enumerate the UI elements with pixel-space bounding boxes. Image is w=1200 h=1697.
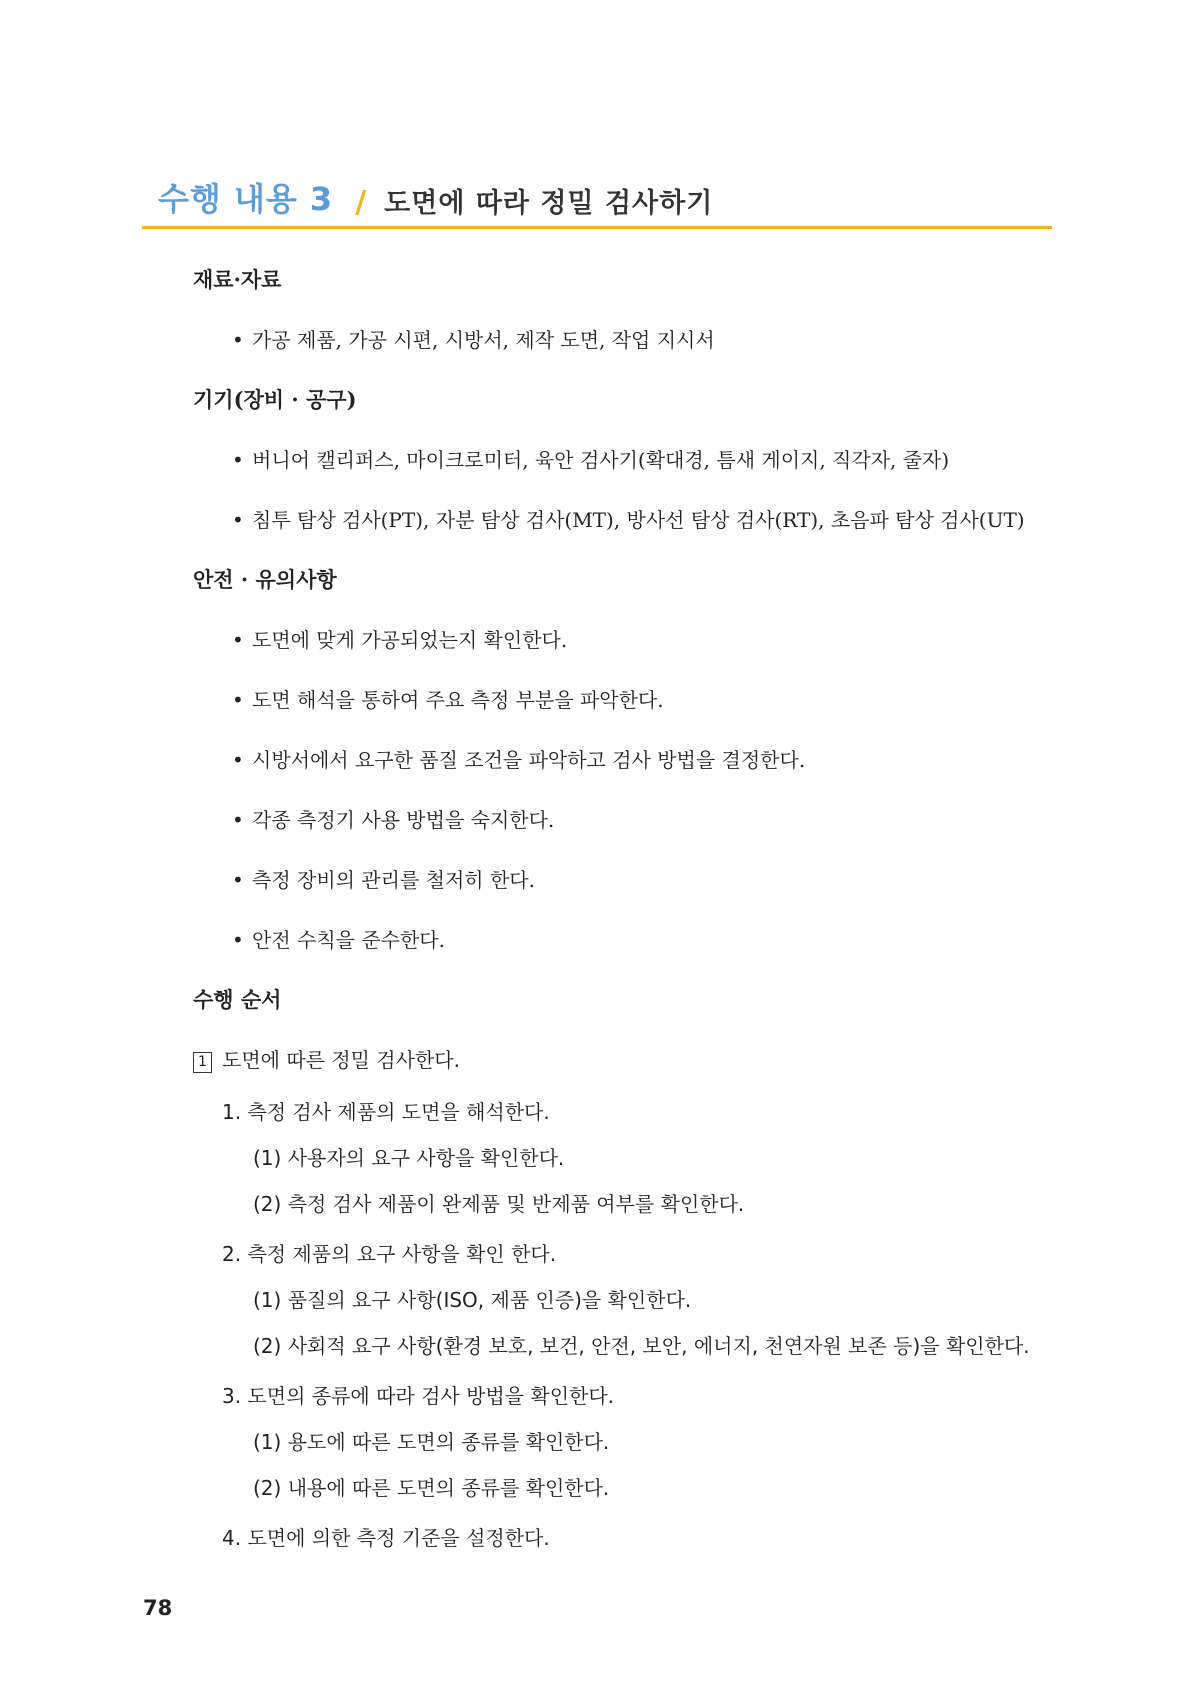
bullet-icon: • [232,508,244,532]
bullet-icon: • [232,808,244,832]
bullet-icon: • [232,328,244,352]
bullet-icon: • [232,868,244,892]
list-item: • 각종 측정기 사용 방법을 숙지한다. [232,808,555,832]
bullet-icon: • [232,748,244,772]
main-step: 1 도면에 따른 정밀 검사한다. [193,1044,460,1073]
title-underline [142,226,1052,229]
section-label: 수행 내용 3 [158,180,334,218]
list-item: • 안전 수칙을 준수한다. [232,928,445,952]
safety-heading: 안전 · 유의사항 [193,567,337,592]
substep-item: (2) 측정 검사 제품이 완제품 및 반제품 여부를 확인한다. [253,1192,745,1216]
materials-heading: 재료·자료 [193,267,282,292]
list-item: • 측정 장비의 관리를 철저히 한다. [232,868,535,892]
title-separator: / [355,185,367,220]
boxed-number: 1 [193,1052,212,1073]
step-item: 1. 측정 검사 제품의 도면을 해석한다. [222,1100,550,1124]
page-number: 78 [143,1596,173,1620]
bullet-icon: • [232,448,244,472]
substep-item: (1) 용도에 따른 도면의 종류를 확인한다. [253,1430,610,1454]
bullet-icon: • [232,928,244,952]
bullet-icon: • [232,628,244,652]
list-item: • 시방서에서 요구한 품질 조건을 파악하고 검사 방법을 결정한다. [232,748,806,772]
list-item: • 침투 탐상 검사(PT), 자분 탐상 검사(MT), 방사선 탐상 검사(RT), 초음파 탐상 검사(UT) [232,508,1025,532]
substep-item: (1) 품질의 요구 사항(ISO, 제품 인증)을 확인한다. [253,1288,692,1312]
list-item: • 도면에 맞게 가공되었는지 확인한다. [232,628,568,652]
step-item: 3. 도면의 종류에 따라 검사 방법을 확인한다. [222,1384,615,1408]
bullet-icon: • [232,688,244,712]
list-item: • 가공 제품, 가공 시편, 시방서, 제작 도면, 작업 지시서 [232,328,715,352]
list-item: • 도면 해석을 통하여 주요 측정 부분을 파악한다. [232,688,664,712]
step-item: 4. 도면에 의한 측정 기준을 설정한다. [222,1526,550,1550]
page-title: 도면에 따라 정밀 검사하기 [384,188,714,219]
list-item: • 버니어 캘리퍼스, 마이크로미터, 육안 검사기(확대경, 틈새 게이지, 직각자, 줄자) [232,448,950,472]
substep-item: (2) 사회적 요구 사항(환경 보호, 보건, 안전, 보안, 에너지, 천연자원 보존 등)을 확인한다. [253,1334,1030,1358]
equipment-heading: 기기(장비 · 공구) [193,387,357,412]
substep-item: (2) 내용에 따른 도면의 종류를 확인한다. [253,1476,610,1500]
section-header [142,176,1052,232]
substep-item: (1) 사용자의 요구 사항을 확인한다. [253,1146,565,1170]
step-item: 2. 측정 제품의 요구 사항을 확인 한다. [222,1242,557,1266]
procedure-heading: 수행 순서 [193,987,282,1012]
